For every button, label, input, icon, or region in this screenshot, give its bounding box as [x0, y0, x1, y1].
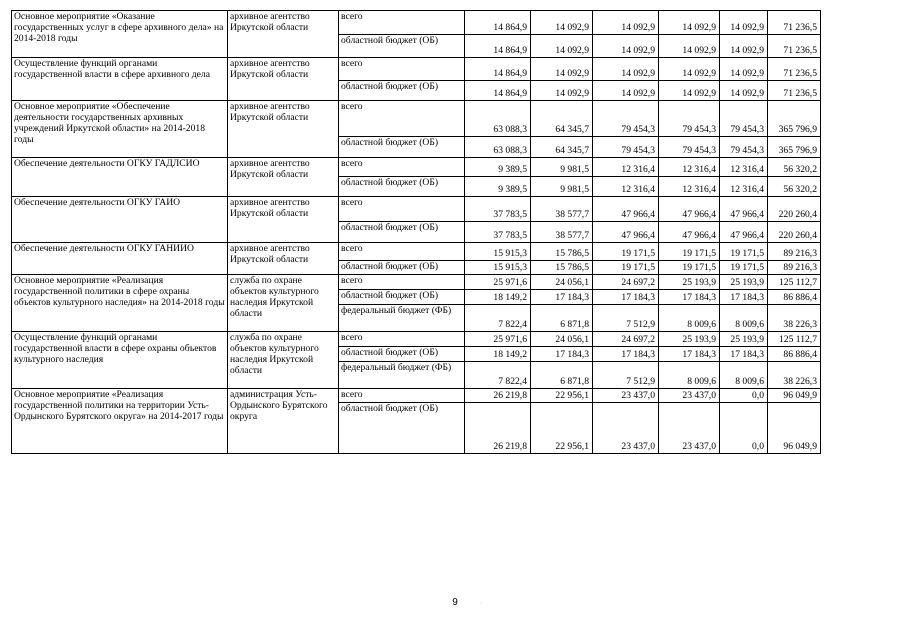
executor-cell: служба по охране объектов культурного наследия Иркутской области [228, 275, 339, 332]
year-value-cell: 12 316,4 [593, 177, 659, 197]
year-value-cell: 17 184,3 [720, 347, 768, 362]
total-value-cell: 96 049,9 [768, 389, 821, 403]
year-value-cell: 14 092,9 [659, 35, 720, 58]
year-value-cell: 15 915,3 [465, 261, 531, 275]
year-value-cell: 9 389,5 [465, 158, 531, 177]
budget-table [11, 10, 821, 454]
year-value-cell: 26 219,8 [465, 403, 531, 454]
funding-source-cell: всего [339, 58, 465, 81]
year-value-cell: 8 009,6 [659, 305, 720, 332]
funding-source-cell: областной бюджет (ОБ) [339, 137, 465, 158]
total-value-cell: 71 236,5 [768, 81, 821, 101]
year-value-cell: 17 184,3 [531, 347, 593, 362]
table-row [12, 158, 821, 177]
total-value-cell: 365 796,9 [768, 101, 821, 137]
total-value-cell: 89 216,3 [768, 243, 821, 261]
table-row [12, 275, 821, 290]
activity-name-cell: Основное мероприятие «Реализация государственной политики в сфере охраны объектов культурного наследия» на 2014-2018 годы [12, 275, 228, 332]
year-value-cell: 47 966,4 [659, 197, 720, 222]
total-value-cell: 96 049,9 [768, 403, 821, 454]
funding-source-cell: федеральный бюджет (ФБ) [339, 362, 465, 389]
year-value-cell: 79 454,3 [593, 137, 659, 158]
year-value-cell: 14 864,9 [465, 58, 531, 81]
year-value-cell: 14 864,9 [465, 35, 531, 58]
year-value-cell: 7 822,4 [465, 362, 531, 389]
year-value-cell: 14 092,9 [659, 81, 720, 101]
funding-source-cell: областной бюджет (ОБ) [339, 403, 465, 454]
total-value-cell: 220 260,4 [768, 222, 821, 243]
year-value-cell: 25 193,9 [720, 332, 768, 347]
funding-source-cell: всего [339, 332, 465, 347]
year-value-cell: 17 184,3 [720, 290, 768, 305]
year-value-cell: 8 009,6 [720, 305, 768, 332]
funding-source-cell: областной бюджет (ОБ) [339, 290, 465, 305]
year-value-cell: 19 171,5 [720, 261, 768, 275]
funding-source-cell: федеральный бюджет (ФБ) [339, 305, 465, 332]
year-value-cell: 24 697,2 [593, 332, 659, 347]
funding-source-cell: областной бюджет (ОБ) [339, 81, 465, 101]
scan-artifact: · [480, 601, 482, 607]
total-value-cell: 56 320,2 [768, 158, 821, 177]
table-row [12, 197, 821, 222]
total-value-cell: 89 216,3 [768, 261, 821, 275]
year-value-cell: 9 981,5 [531, 158, 593, 177]
table-row [12, 58, 821, 81]
year-value-cell: 14 092,9 [593, 81, 659, 101]
table-row [12, 11, 821, 35]
year-value-cell: 12 316,4 [659, 177, 720, 197]
year-value-cell: 14 092,9 [720, 81, 768, 101]
funding-source-cell: областной бюджет (ОБ) [339, 261, 465, 275]
year-value-cell: 14 092,9 [531, 35, 593, 58]
year-value-cell: 0,0 [720, 389, 768, 403]
funding-source-cell: всего [339, 275, 465, 290]
year-value-cell: 14 092,9 [659, 11, 720, 35]
year-value-cell: 18 149,2 [465, 347, 531, 362]
year-value-cell: 7 822,4 [465, 305, 531, 332]
year-value-cell: 19 171,5 [720, 243, 768, 261]
year-value-cell: 47 966,4 [720, 222, 768, 243]
year-value-cell: 24 697,2 [593, 275, 659, 290]
year-value-cell: 14 092,9 [531, 81, 593, 101]
year-value-cell: 14 092,9 [720, 35, 768, 58]
executor-cell: архивное агентство Иркутской области [228, 11, 339, 58]
total-value-cell: 220 260,4 [768, 197, 821, 222]
year-value-cell: 7 512,9 [593, 305, 659, 332]
year-value-cell: 63 088,3 [465, 101, 531, 137]
activity-name-cell: Осуществление функций органами государственной власти в сфере архивного дела [12, 58, 228, 101]
year-value-cell: 17 184,3 [659, 290, 720, 305]
activity-name-cell: Обеспечение деятельности ОГКУ ГАИО [12, 197, 228, 243]
executor-cell: архивное агентство Иркутской области [228, 197, 339, 243]
total-value-cell: 38 226,3 [768, 362, 821, 389]
total-value-cell: 125 112,7 [768, 332, 821, 347]
year-value-cell: 12 316,4 [593, 158, 659, 177]
total-value-cell: 71 236,5 [768, 58, 821, 81]
year-value-cell: 64 345,7 [531, 101, 593, 137]
year-value-cell: 19 171,5 [593, 261, 659, 275]
year-value-cell: 47 966,4 [720, 197, 768, 222]
funding-source-cell: всего [339, 389, 465, 403]
year-value-cell: 12 316,4 [659, 158, 720, 177]
year-value-cell: 0,0 [720, 403, 768, 454]
year-value-cell: 15 786,5 [531, 243, 593, 261]
activity-name-cell: Осуществление функций органами государственной власти в сфере охраны объектов культурного наследия [12, 332, 228, 389]
year-value-cell: 22 956,1 [531, 389, 593, 403]
budget-table-body [12, 11, 821, 454]
year-value-cell: 64 345,7 [531, 137, 593, 158]
year-value-cell: 14 092,9 [720, 58, 768, 81]
funding-source-cell: всего [339, 197, 465, 222]
year-value-cell: 38 577,7 [531, 197, 593, 222]
year-value-cell: 12 316,4 [720, 158, 768, 177]
year-value-cell: 8 009,6 [720, 362, 768, 389]
year-value-cell: 14 092,9 [593, 35, 659, 58]
year-value-cell: 63 088,3 [465, 137, 531, 158]
year-value-cell: 14 092,9 [720, 11, 768, 35]
activity-name-cell: Основное мероприятие «Обеспечение деятельности государственных архивных учреждений Иркутской области» на 2014-2018 годы [12, 101, 228, 158]
executor-cell: служба по охране объектов культурного наследия Иркутской области [228, 332, 339, 389]
total-value-cell: 56 320,2 [768, 177, 821, 197]
year-value-cell: 9 981,5 [531, 177, 593, 197]
executor-cell: архивное агентство Иркутской области [228, 158, 339, 197]
page-number: 9 [452, 597, 458, 608]
executor-cell: архивное агентство Иркутской области [228, 243, 339, 275]
year-value-cell: 38 577,7 [531, 222, 593, 243]
year-value-cell: 37 783,5 [465, 222, 531, 243]
year-value-cell: 23 437,0 [593, 403, 659, 454]
year-value-cell: 15 915,3 [465, 243, 531, 261]
table-row [12, 332, 821, 347]
year-value-cell: 24 056,1 [531, 332, 593, 347]
funding-source-cell: всего [339, 11, 465, 35]
year-value-cell: 14 864,9 [465, 81, 531, 101]
total-value-cell: 71 236,5 [768, 11, 821, 35]
year-value-cell: 22 956,1 [531, 403, 593, 454]
year-value-cell: 26 219,8 [465, 389, 531, 403]
year-value-cell: 14 092,9 [659, 58, 720, 81]
funding-source-cell: областной бюджет (ОБ) [339, 35, 465, 58]
year-value-cell: 14 092,9 [593, 11, 659, 35]
year-value-cell: 47 966,4 [659, 222, 720, 243]
total-value-cell: 125 112,7 [768, 275, 821, 290]
funding-source-cell: областной бюджет (ОБ) [339, 347, 465, 362]
year-value-cell: 18 149,2 [465, 290, 531, 305]
year-value-cell: 9 389,5 [465, 177, 531, 197]
funding-source-cell: областной бюджет (ОБ) [339, 177, 465, 197]
year-value-cell: 79 454,3 [720, 137, 768, 158]
year-value-cell: 25 193,9 [720, 275, 768, 290]
year-value-cell: 17 184,3 [593, 290, 659, 305]
year-value-cell: 25 971,6 [465, 275, 531, 290]
activity-name-cell: Обеспечение деятельности ОГКУ ГАНИИО [12, 243, 228, 275]
activity-name-cell: Основное мероприятие «Реализация государственной политики на территории Усть-Ордынского Бурятского округа» на 2014-2017 годы [12, 389, 228, 454]
year-value-cell: 17 184,3 [531, 290, 593, 305]
total-value-cell: 38 226,3 [768, 305, 821, 332]
year-value-cell: 79 454,3 [720, 101, 768, 137]
year-value-cell: 23 437,0 [593, 389, 659, 403]
year-value-cell: 25 971,6 [465, 332, 531, 347]
year-value-cell: 19 171,5 [593, 243, 659, 261]
total-value-cell: 86 886,4 [768, 347, 821, 362]
year-value-cell: 79 454,3 [593, 101, 659, 137]
year-value-cell: 14 092,9 [593, 58, 659, 81]
total-value-cell: 71 236,5 [768, 35, 821, 58]
funding-source-cell: всего [339, 158, 465, 177]
year-value-cell: 25 193,9 [659, 275, 720, 290]
funding-source-cell: всего [339, 101, 465, 137]
year-value-cell: 37 783,5 [465, 197, 531, 222]
year-value-cell: 19 171,5 [659, 261, 720, 275]
year-value-cell: 17 184,3 [659, 347, 720, 362]
year-value-cell: 47 966,4 [593, 222, 659, 243]
year-value-cell: 12 316,4 [720, 177, 768, 197]
year-value-cell: 6 871,8 [531, 305, 593, 332]
year-value-cell: 47 966,4 [593, 197, 659, 222]
executor-cell: архивное агентство Иркутской области [228, 58, 339, 101]
year-value-cell: 24 056,1 [531, 275, 593, 290]
year-value-cell: 23 437,0 [659, 389, 720, 403]
year-value-cell: 79 454,3 [659, 137, 720, 158]
total-value-cell: 86 886,4 [768, 290, 821, 305]
table-row [12, 389, 821, 403]
activity-name-cell: Обеспечение деятельности ОГКУ ГАДЛСИО [12, 158, 228, 197]
activity-name-cell: Основное мероприятие «Оказание государственных услуг в сфере архивного дела» на 2014-2018 годы [12, 11, 228, 58]
year-value-cell: 7 512,9 [593, 362, 659, 389]
year-value-cell: 15 786,5 [531, 261, 593, 275]
table-row [12, 243, 821, 261]
year-value-cell: 14 864,9 [465, 11, 531, 35]
executor-cell: архивное агентство Иркутской области [228, 101, 339, 158]
year-value-cell: 8 009,6 [659, 362, 720, 389]
year-value-cell: 14 092,9 [531, 11, 593, 35]
year-value-cell: 25 193,9 [659, 332, 720, 347]
year-value-cell: 19 171,5 [659, 243, 720, 261]
executor-cell: администрация Усть-Ордынского Бурятского округа [228, 389, 339, 454]
year-value-cell: 79 454,3 [659, 101, 720, 137]
funding-source-cell: всего [339, 243, 465, 261]
year-value-cell: 23 437,0 [659, 403, 720, 454]
total-value-cell: 365 796,9 [768, 137, 821, 158]
funding-source-cell: областной бюджет (ОБ) [339, 222, 465, 243]
year-value-cell: 14 092,9 [531, 58, 593, 81]
table-row [12, 101, 821, 137]
year-value-cell: 6 871,8 [531, 362, 593, 389]
year-value-cell: 17 184,3 [593, 347, 659, 362]
